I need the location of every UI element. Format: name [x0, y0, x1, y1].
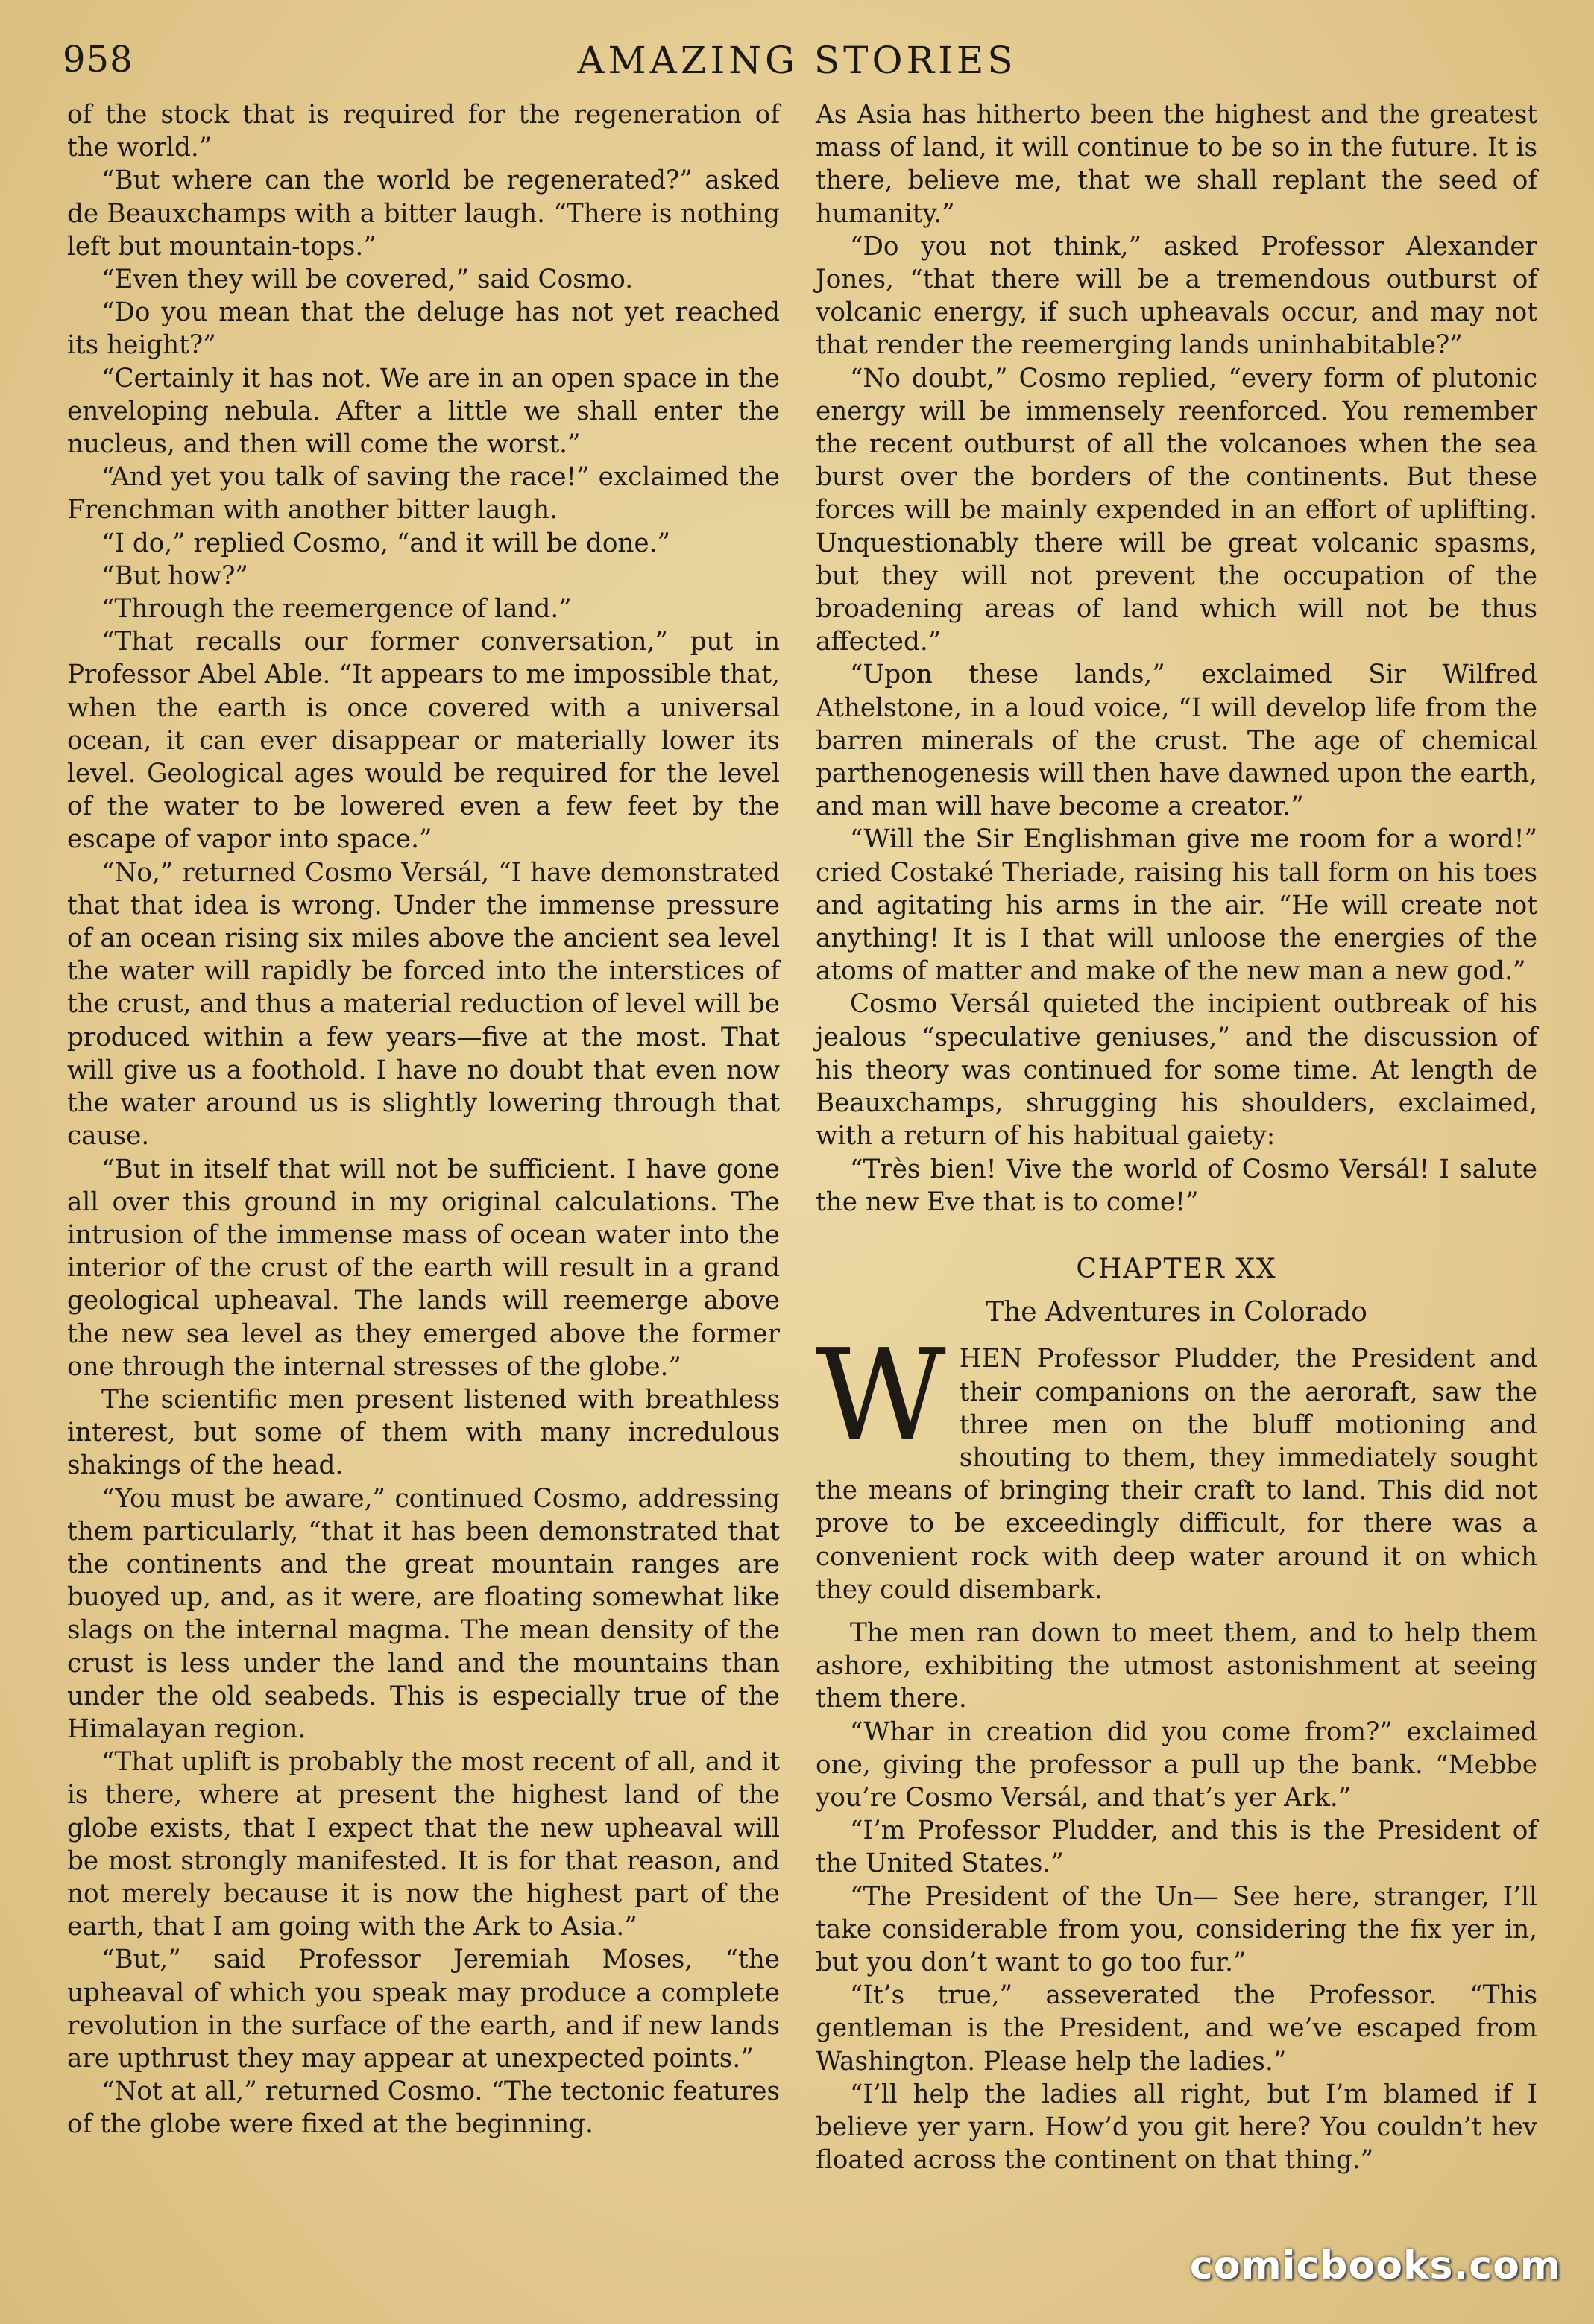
paragraph: “Even they will be covered,” said Cosmo.	[101, 265, 634, 295]
paragraph: “I do,” replied Cosmo, “and it will be done.”	[101, 528, 671, 558]
paragraph: “No doubt,” Cosmo replied, “every form of plutonic energy will be immensely reenforced. You remember the recent outburst of all the volcanoes when the sea burst over the borders of the continents. But these forces will be mainly expended in an effort of uplifting. Unquestionably there will be great volcanic spasms, but they will not prevent the occupation of the broadening areas of land which will not be thus affected.”	[816, 363, 1537, 657]
paragraph: “Whar in creation did you come from?” exclaimed one, giving the professor a pull up the bank. “Mebbe you’re Cosmo Versál, and that’s yer Ark.”	[816, 1717, 1537, 1813]
paragraph: “The President of the Un— See here, stranger, I’ll take considerable from you, considering the fix yer in, but you don’t want to go too fur.”	[816, 1881, 1537, 1977]
paragraph: “Through the reemergence of land.”	[101, 594, 572, 625]
paragraph: “No,” returned Cosmo Versál, “I have demonstrated that that idea is wrong. Under the immense pressure of an ocean rising six miles above the ancient sea level the water will rapidly be forced into the interstices of the crust, and thus a material reduction of level will be produced within a few years—five at the most. That will give us a foothold. I have no doubt that even now the water around us is slightly lowering through that cause.	[67, 857, 780, 1152]
paragraph: “But,” said Professor Jeremiah Moses, “the upheaval of which you speak may produce a complete revolution in the surface of the earth, and if new lands are upthrust they may appear at unexpected points.”	[67, 1945, 780, 2074]
drop-cap: W	[816, 1322, 946, 1471]
chapter-heading: CHAPTER XX	[1076, 1253, 1277, 1284]
right-column	[816, 98, 1537, 2176]
paragraph: “You must be aware,” continued Cosmo, addressing them particularly, “that it has been demonstrated that the continents and the great mountain ranges are buoyed up, and, as it were, are floating somewhat like slags on the internal magma. The mean density of the crust is less under the land and the mountains than under the old seabeds. This is especially true of the Himalayan region.	[67, 1483, 780, 1744]
paragraph: “But where can the world be regenerated?” asked de Beauxchamps with a bitter laugh. “There is nothing left but mountain-tops.”	[67, 165, 780, 262]
paragraph: “I’m Professor Pludder, and this is the President of the United States.”	[816, 1816, 1537, 1879]
watermark-logo: comicbooks.com	[1189, 2244, 1561, 2288]
paragraph: The men ran down to meet them, and to help them ashore, exhibiting the utmost astonishment at seeing them there.	[816, 1617, 1537, 1714]
paragraph: “I’ll help the ladies all right, but I’m blamed if I believe yer yarn. How’d you git here? You couldn’t hev floated across the continent on that thing.”	[816, 2079, 1537, 2176]
paragraph: “Not at all,” returned Cosmo. “The tectonic features of the globe were fixed at the beginning.	[67, 2077, 780, 2140]
paragraph: “But how?”	[101, 561, 248, 591]
magazine-title: AMAZING STORIES	[577, 39, 1017, 82]
left-column	[67, 98, 780, 2141]
page-number: 958	[63, 39, 133, 80]
chapter-first-paragraph	[816, 1322, 1537, 1606]
paragraph: Cosmo Versál quieted the incipient outbreak of his jealous “speculative geniuses,” and the discussion of his theory was continued for some time. At length de Beauxchamps, shrugging his shoulders, exclaimed, with a return of his habitual gaiety:	[816, 989, 1537, 1152]
paragraph: “That uplift is probably the most recent of all, and it is there, where at present the highest land of the globe exists, that I expect that the new upheaval will be most strongly manifested. It is for that reason, and not merely because it is now the highest part of the earth, that I am going with the Ark to Asia.”	[67, 1747, 780, 1942]
right-column-top-text	[816, 98, 1537, 1219]
paragraph: “And yet you talk of saving the race!” exclaimed the Frenchman with another bitter laugh.	[67, 462, 780, 525]
paragraph: “Très bien! Vive the world of Cosmo Versál! I salute the new Eve that is to come!”	[816, 1154, 1537, 1217]
right-column-bottom-text	[816, 1617, 1537, 2176]
page-header	[0, 39, 1594, 91]
paragraph: “Do you not think,” asked Professor Alexander Jones, “that there will be a tremendous outburst of volcanic energy, if such upheavals occur, and may not that render the reemerging lands uninhabitable?”	[816, 231, 1537, 361]
paragraph: “Will the Sir Englishman give me room for a word!” cried Costaké Theriade, raising his tall form on his toes and agitating his arms in the air. “He will create not anything! It is I that will unloose the energies of the atoms of matter and make of the new man a new god.”	[816, 824, 1537, 987]
paragraph: “Upon these lands,” exclaimed Sir Wilfred Athelstone, in a loud voice, “I will develop life from the barren minerals of the crust. The age of chemical parthenogenesis will then have dawned upon the earth, and man will have become a creator.”	[816, 660, 1537, 822]
paragraph: “It’s true,” asseverated the Professor. “This gentleman is the President, and we’ve escaped from Washington. Please help the ladies.”	[816, 1980, 1537, 2077]
paragraph: “But in itself that will not be sufficient. I have gone all over this ground in my original calculations. The intrusion of the immense mass of ocean water into the interior of the crust of the earth will result in a grand geological upheaval. The lands will reemerge above the new sea level as they emerged above the former one through the internal stresses of the globe.”	[67, 1154, 780, 1382]
paragraph: of the stock that is required for the regeneration of the world.”	[67, 100, 780, 163]
paragraph: As Asia has hitherto been the highest and the greatest mass of land, it will continue to be so in the future. It is there, believe me, that we shall replant the seed of humanity.”	[816, 100, 1537, 229]
paragraph: The scientific men present listened with breathless interest, but some of them with many incredulous shakings of the head.	[67, 1384, 780, 1481]
first-paragraph-text: HEN Professor Pludder, the President and their companions on the aeroraft, saw the three men on the bluff motioning and shouting to them, they immediately sought the means of bringing their craft to land. This did not prove to be exceedingly difficult, for there was a convenient rock with deep water around it on which they could disembark.	[816, 1344, 1537, 1605]
paragraph: “Do you mean that the deluge has not yet reached its height?”	[67, 297, 780, 361]
chapter-title: The Adventures in Colorado	[986, 1297, 1367, 1328]
paragraph: “That recalls our former conversation,” put in Professor Abel Able. “It appears to me impossible that, when the earth is once covered with a universal ocean, it can ever disappear or materially lower its level. Geological ages would be required for the level of the water to be lowered even a few feet by the escape of vapor into space.”	[67, 627, 780, 855]
paragraph: “Certainly it has not. We are in an open space in the enveloping nebula. After a little we shall enter the nucleus, and then will come the worst.”	[67, 363, 780, 460]
